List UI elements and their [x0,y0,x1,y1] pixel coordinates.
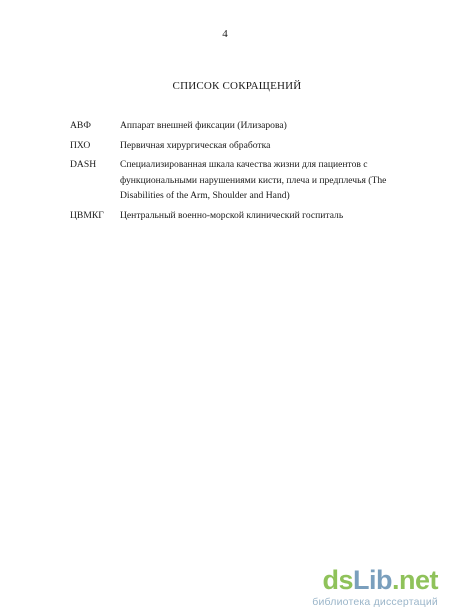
abbreviation-term: АВФ [70,120,91,131]
page-title: СПИСОК СОКРАЩЕНИЙ [172,80,302,92]
watermark-subtitle: библиотека диссертаций [312,596,438,608]
dslib-logo: dsLib.net [322,565,438,595]
abbreviation-definition: Центральный военно-морской клинический госпиталь [120,209,344,221]
abbreviation-row [70,208,410,224]
abbreviation-list [70,118,410,227]
abbreviation-term: ЦВМКГ [70,209,104,221]
abbreviation-row [70,157,410,204]
abbreviation-row [70,138,410,154]
abbreviation-term: ПХО [70,139,91,151]
abbreviation-definition: Первичная хирургическая обработка [120,139,271,151]
dslib-watermark [298,566,438,608]
abbreviation-definition: Специализированная шкала качества жизни для пациентов с функциональными нарушениями кисти, плеча и предплечья (The Disabilities of the Arm, Shoulder and Hand) [120,159,387,201]
page-number: 4 [222,28,228,40]
abbreviation-row [70,118,410,134]
abbreviation-definition: Аппарат внешней фиксации (Илизарова) [120,120,287,131]
abbreviation-term: DASH [70,159,97,170]
